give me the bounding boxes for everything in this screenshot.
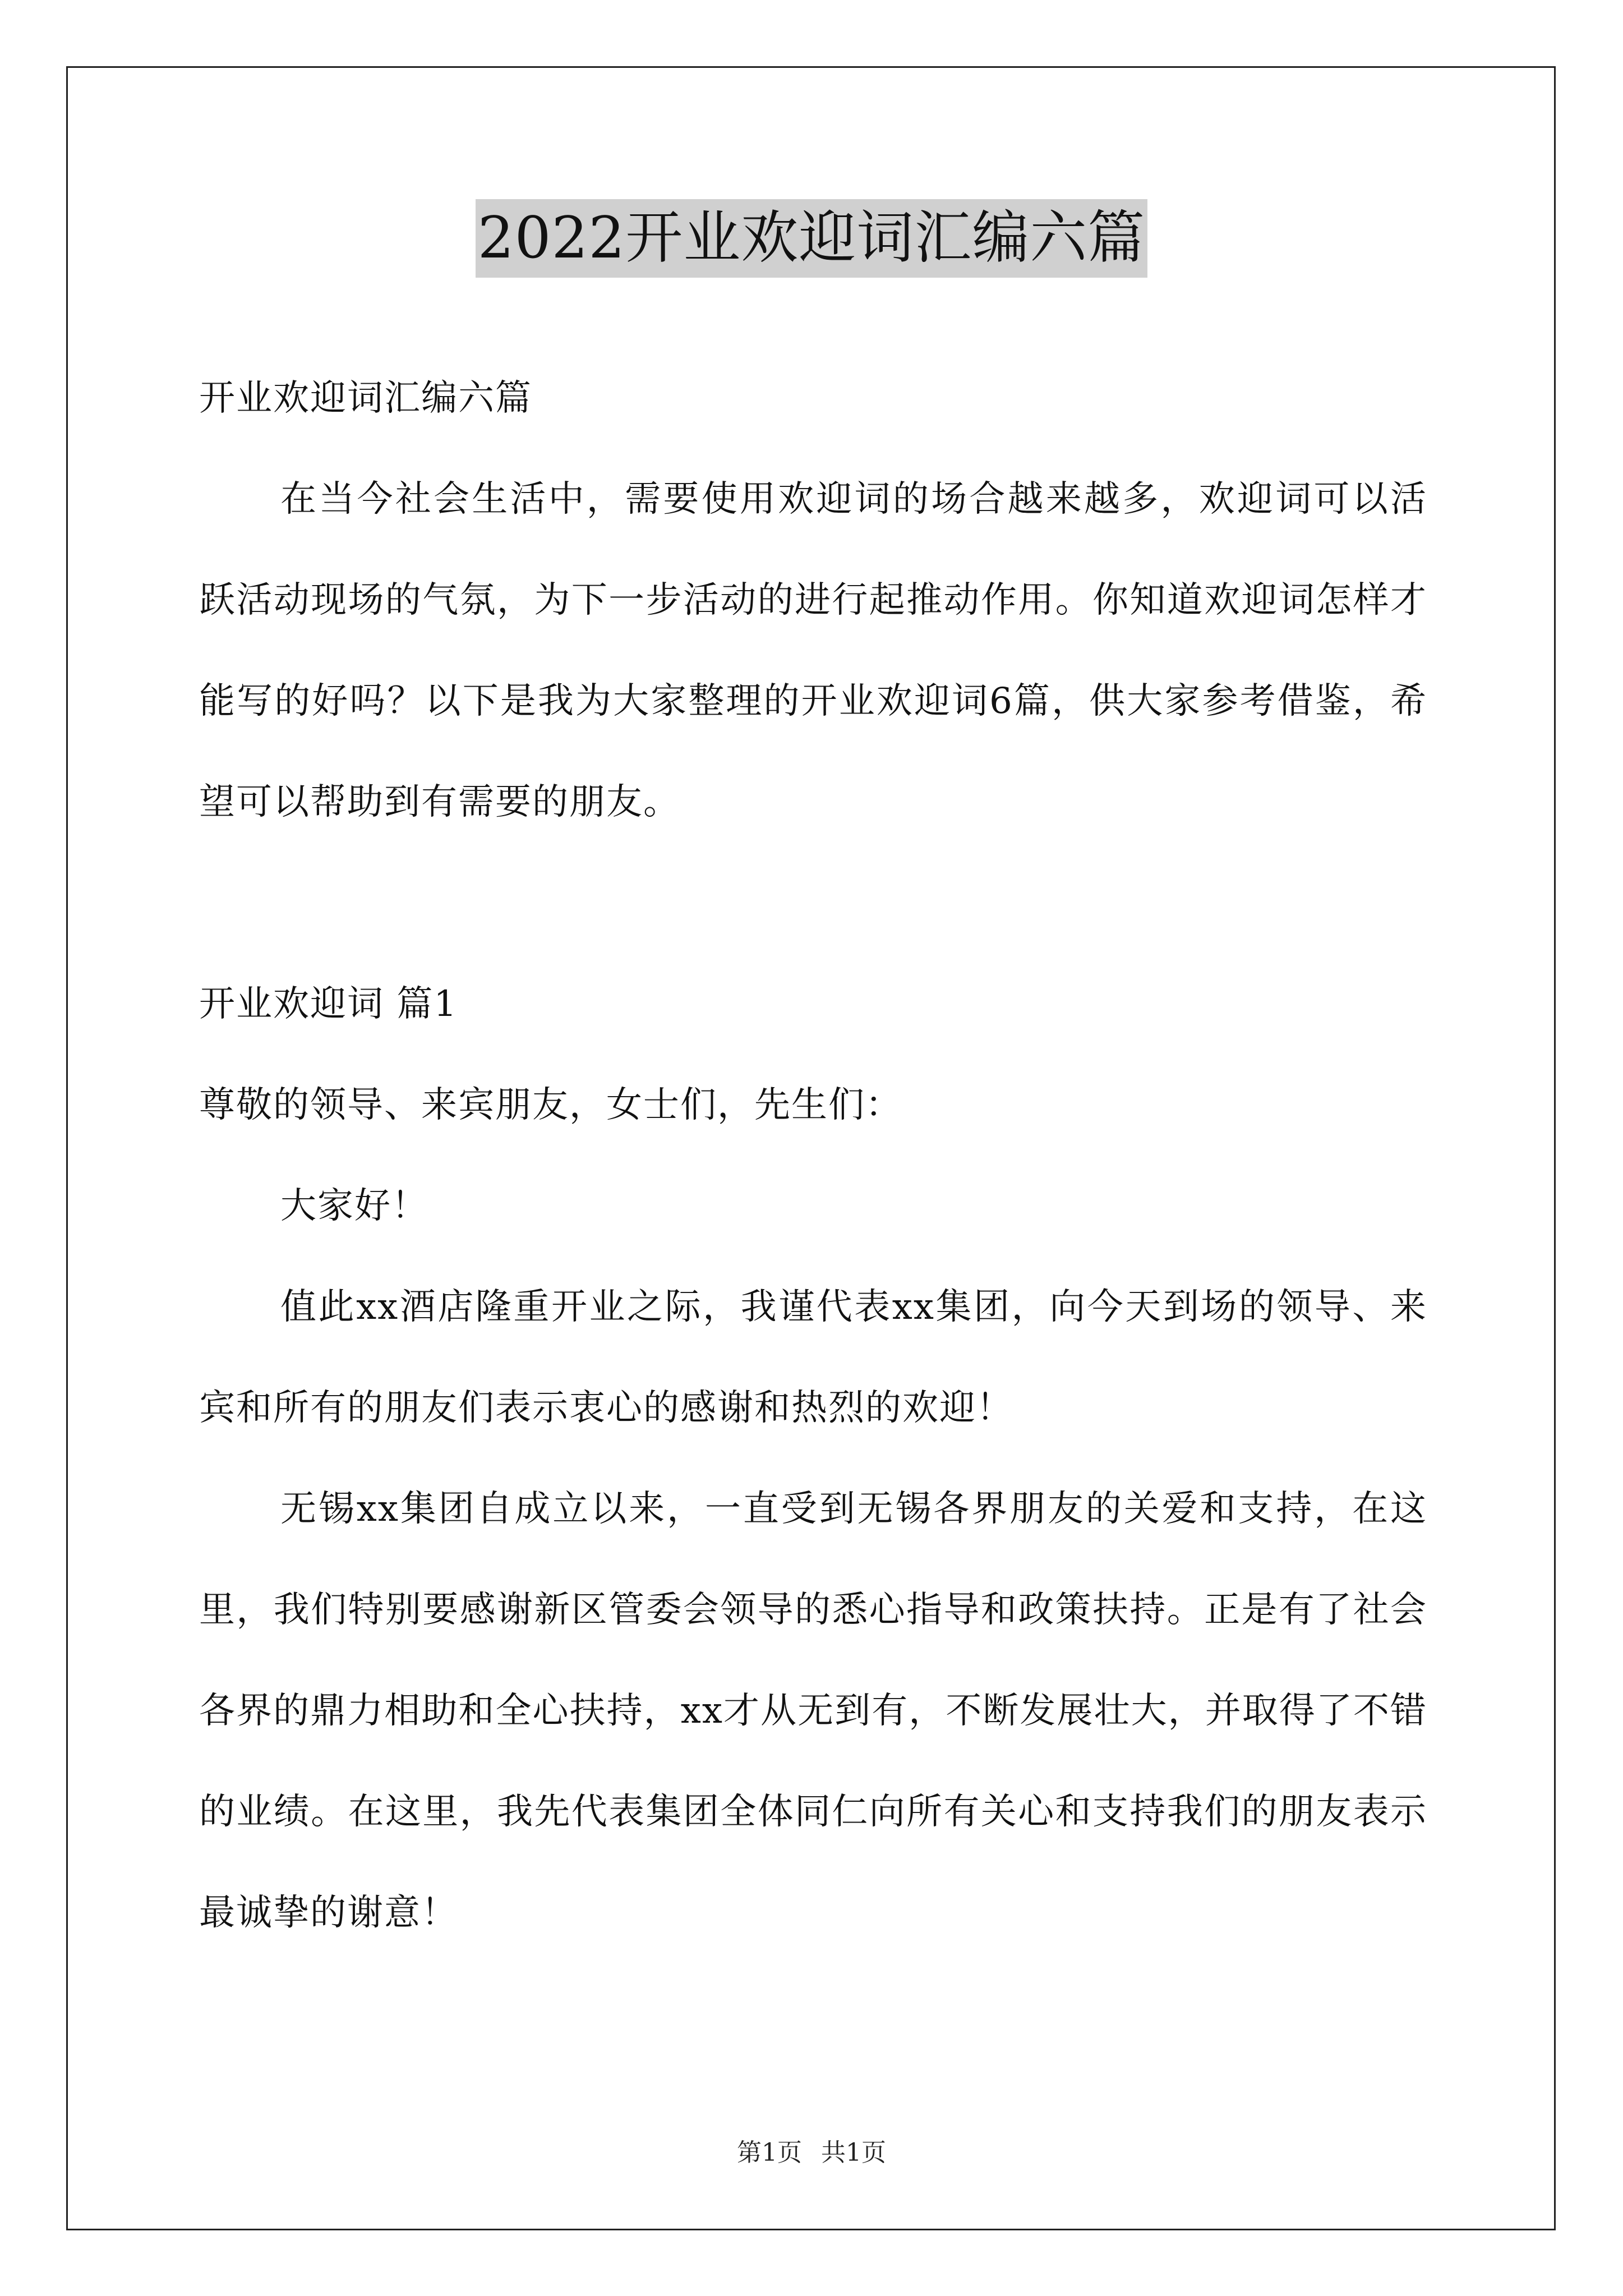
body-paragraph-2: 无锡xx集团自成立以来，一直受到无锡各界朋友的关爱和支持，在这里，我们特别要感谢新区管委会领导的悉心指导和政策扶持。正是有了社会各界的鼎力相助和全心扶持，xx才从无到有，不断发展壮大，并取得了不错的业绩。在这里，我先代表集团全体同仁向所有关心和支持我们的朋友表示最诚挚的谢意！	[199, 1488, 1427, 1934]
salutation: 尊敬的领导、来宾朋友，女士们，先生们：	[199, 1084, 902, 1126]
title-container	[0, 199, 1623, 278]
intro-paragraph: 在当今社会生活中，需要使用欢迎词的场合越来越多，欢迎词可以活跃活动现场的气氛，为下一步活动的进行起推动作用。你知道欢迎词怎样才能写的好吗？以下是我为大家整理的开业欢迎词6篇，供大家参考借鉴，希望可以帮助到有需要的朋友。	[199, 478, 1427, 823]
body-paragraph-1: 值此xx酒店隆重开业之际，我谨代表xx集团，向今天到场的领导、来宾和所有的朋友们表示衷心的感谢和热烈的欢迎！	[199, 1286, 1427, 1429]
document-body	[199, 348, 1427, 1963]
greeting: 大家好！	[280, 1185, 428, 1227]
page-total: 共1页	[821, 2138, 886, 2167]
page-number: 第1页	[737, 2138, 802, 2167]
document-subtitle: 开业欢迎词汇编六篇	[199, 378, 532, 419]
section-heading: 开业欢迎词 篇1	[199, 983, 458, 1025]
page-footer	[0, 2136, 1623, 2170]
document-title: 2022开业欢迎词汇编六篇	[476, 199, 1148, 278]
